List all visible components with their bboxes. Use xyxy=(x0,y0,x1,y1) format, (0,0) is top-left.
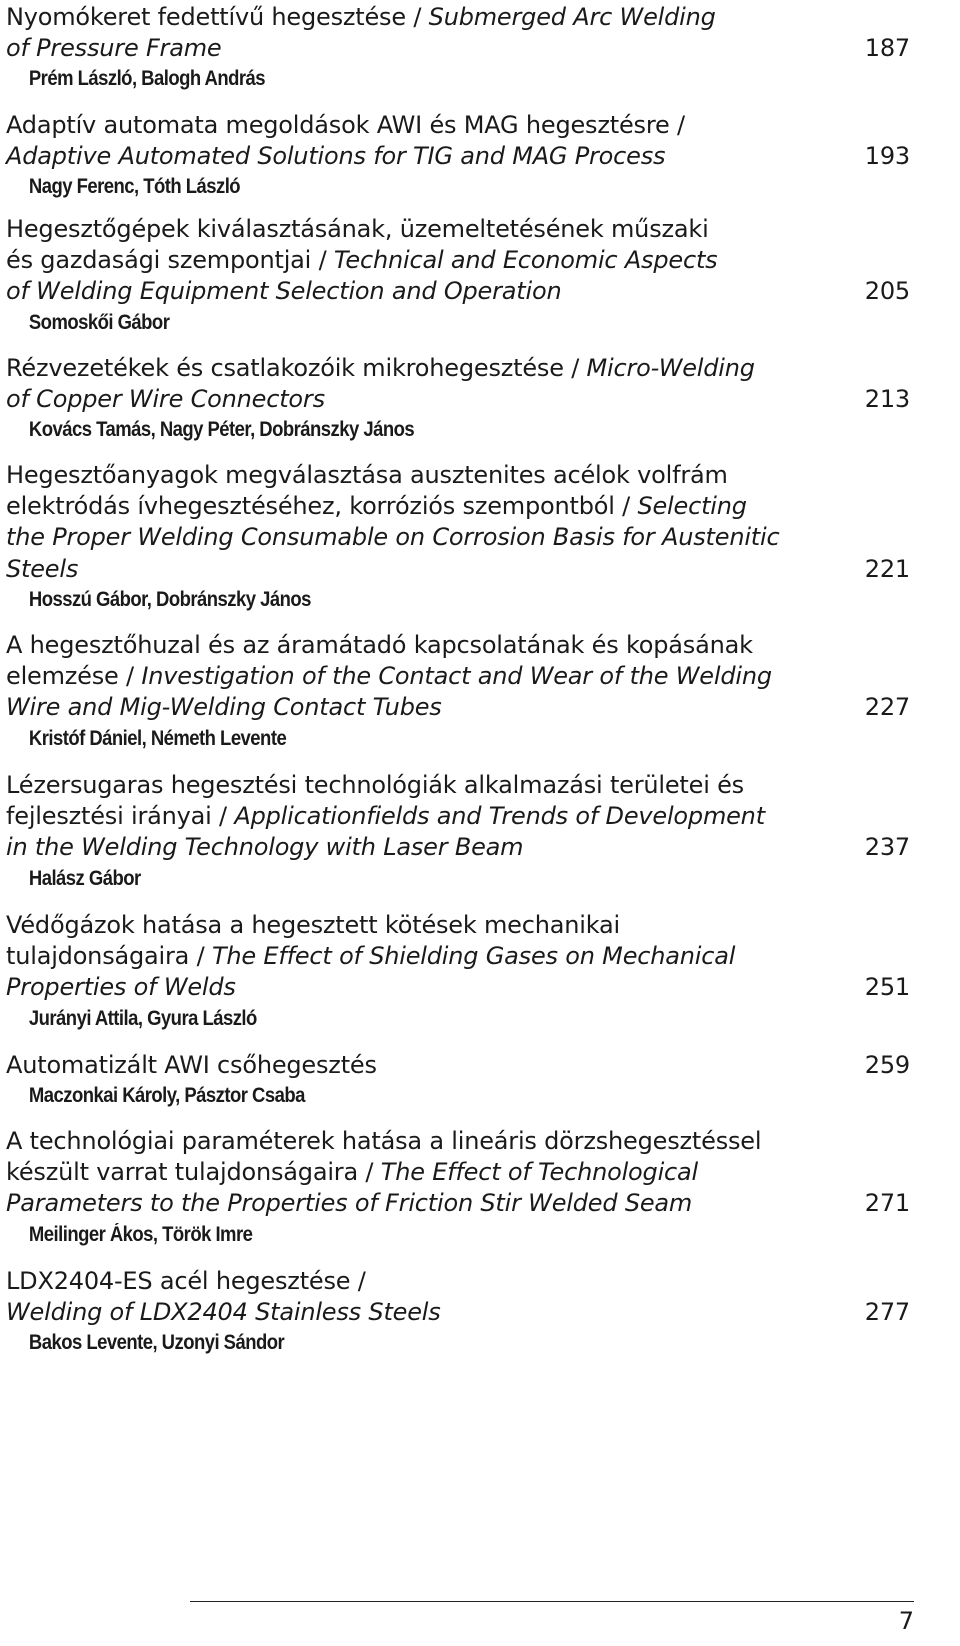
title-hungarian: Rézvezetékek és csatlakozóik mikrohegesztése / xyxy=(6,354,587,382)
title-hungarian: A hegesztőhuzal és az áramátadó kapcsolatának és kopásának xyxy=(6,631,753,659)
title-hungarian: Adaptív automata megoldások AWI és MAG hegesztésre / xyxy=(6,111,685,139)
toc-entry-title-line xyxy=(6,33,910,64)
toc-entry-page-number: 187 xyxy=(864,34,910,63)
toc-entry-title-line xyxy=(6,941,910,972)
toc-entry-title-line xyxy=(6,910,910,941)
toc-entry-title-line xyxy=(6,214,910,245)
toc-entry-title-line xyxy=(6,384,910,415)
toc-entry xyxy=(6,630,910,754)
toc-entry xyxy=(6,2,910,94)
toc-entry-title-line xyxy=(6,554,910,585)
title-english: of Pressure Frame xyxy=(6,34,222,63)
toc-entry-title-line xyxy=(6,491,910,522)
toc-entry-page-number: 205 xyxy=(864,277,910,306)
toc-entry xyxy=(6,1050,910,1111)
toc-entry-title-line xyxy=(6,770,910,801)
toc-entry-title-line xyxy=(6,110,910,141)
toc-entry xyxy=(6,110,910,202)
toc-entry-title-line xyxy=(6,1126,910,1157)
title-english: Submerged Arc Welding xyxy=(428,3,716,31)
toc-entry-page-number: 221 xyxy=(864,554,910,583)
toc-entry-page-number: 259 xyxy=(864,1051,910,1079)
toc-entry-authors: Bakos Levente, Uzonyi Sándor xyxy=(28,1331,285,1355)
toc-entry-page-number: 213 xyxy=(864,385,910,414)
title-hungarian: LDX2404-ES acél hegesztése / xyxy=(6,1267,366,1295)
title-english: Welding of LDX2404 Stainless Steels xyxy=(6,1298,441,1327)
toc-entry-title-line xyxy=(6,276,910,307)
title-hungarian: Hegesztőanyagok megválasztása ausztenites acélok volfrám xyxy=(6,461,728,489)
toc-entry-authors: Somoskői Gábor xyxy=(28,310,170,334)
title-english: Investigation of the Contact and Wear of the Welding xyxy=(141,662,772,691)
toc-entry-authors: Nagy Ferenc, Tóth László xyxy=(28,175,241,199)
title-english: Parameters to the Properties of Friction Stir Welded Seam xyxy=(6,1189,693,1218)
toc-entry-title-line xyxy=(6,141,910,172)
toc-entry-title-line xyxy=(6,1266,910,1297)
title-english: Micro-Welding xyxy=(586,354,755,382)
toc-entry-authors: Kristóf Dániel, Németh Levente xyxy=(28,726,287,750)
toc-entry-page-number: 193 xyxy=(864,142,910,171)
toc-entry-authors: Hosszú Gábor, Dobránszky János xyxy=(28,587,311,611)
toc-entry-title-line xyxy=(6,1050,910,1081)
title-hungarian: elemzése / xyxy=(6,662,142,691)
toc-entry-page-number: 251 xyxy=(864,973,910,1002)
toc-entry-title-line xyxy=(6,1297,910,1328)
title-hungarian: A technológiai paraméterek hatása a lineáris dörzshegesztéssel xyxy=(6,1127,762,1155)
toc-entry xyxy=(6,353,910,445)
toc-entry-title-line xyxy=(6,630,910,661)
toc-entry-title-line xyxy=(6,245,910,276)
toc-entry-authors: Prém László, Balogh András xyxy=(28,67,266,91)
title-english: Properties of Welds xyxy=(6,973,236,1002)
toc-entry-title-line xyxy=(6,661,910,692)
toc-entry-title-line xyxy=(6,832,910,863)
toc-entry xyxy=(6,460,910,615)
toc-entry-authors: Meilinger Ákos, Török Imre xyxy=(28,1222,253,1246)
toc-entry-title-line xyxy=(6,460,910,491)
footer-rule xyxy=(190,1601,914,1602)
toc-entry-authors: Jurányi Attila, Gyura László xyxy=(28,1006,257,1030)
title-english: Selecting xyxy=(637,492,747,521)
title-english: Applicationfields and Trends of Development xyxy=(234,802,765,831)
toc-entry-title-line xyxy=(6,972,910,1003)
toc-entry xyxy=(6,910,910,1034)
title-hungarian: és gazdasági szempontjai / xyxy=(6,246,334,275)
toc-entry-authors: Kovács Tamás, Nagy Péter, Dobránszky János xyxy=(28,418,415,442)
toc-entry xyxy=(6,1266,910,1358)
toc-entry-title-line xyxy=(6,1188,910,1219)
title-hungarian: Hegesztőgépek kiválasztásának, üzemeltetésének műszaki xyxy=(6,215,709,243)
toc-entry-title-line xyxy=(6,801,910,832)
footer-page-number: 7 xyxy=(898,1607,914,1635)
title-hungarian: tulajdonságaira / xyxy=(6,942,212,971)
toc-entry-authors: Halász Gábor xyxy=(28,866,141,890)
title-english: Adaptive Automated Solutions for TIG and MAG Process xyxy=(6,142,666,171)
title-hungarian: fejlesztési irányai / xyxy=(6,802,235,831)
toc-entry-authors: Maczonkai Károly, Pásztor Csaba xyxy=(28,1084,305,1108)
toc-entry-page-number: 277 xyxy=(864,1298,910,1327)
toc-entry-page-number: 271 xyxy=(864,1189,910,1218)
toc-entry-title-line xyxy=(6,353,910,384)
title-hungarian: Védőgázok hatása a hegesztett kötések mechanikai xyxy=(6,911,620,939)
title-english: The Effect of Shielding Gases on Mechanical xyxy=(211,942,736,971)
toc-entry-title-line xyxy=(6,692,910,723)
toc-entry-title-line xyxy=(6,1157,910,1188)
title-hungarian: Nyomókeret fedettívű hegesztése / xyxy=(6,3,429,31)
title-english: in the Welding Technology with Laser Beam xyxy=(6,833,524,862)
toc-entry xyxy=(6,770,910,894)
title-hungarian: elektródás ívhegesztéséhez, korróziós szempontból / xyxy=(6,492,638,521)
title-hungarian: készült varrat tulajdonságaira / xyxy=(6,1158,381,1187)
title-hungarian: Automatizált AWI csőhegesztés xyxy=(6,1051,377,1079)
toc-entry xyxy=(6,1126,910,1250)
toc-entry-page-number: 227 xyxy=(864,693,910,722)
title-english: of Welding Equipment Selection and Operation xyxy=(6,277,562,306)
title-english: the Proper Welding Consumable on Corrosion Basis for Austenitic xyxy=(6,523,780,552)
title-english: Wire and Mig-Welding Contact Tubes xyxy=(6,693,442,722)
title-english: of Copper Wire Connectors xyxy=(6,385,325,414)
title-hungarian: Lézersugaras hegesztési technológiák alkalmazási területei és xyxy=(6,771,744,799)
toc-entry xyxy=(6,214,910,338)
toc-entry-page-number: 237 xyxy=(864,833,910,862)
toc-entry-title-line xyxy=(6,522,910,553)
title-english: Technical and Economic Aspects xyxy=(333,246,718,275)
title-english: The Effect of Technological xyxy=(380,1158,699,1187)
toc-entry-title-line xyxy=(6,2,910,33)
title-english: Steels xyxy=(6,554,79,583)
